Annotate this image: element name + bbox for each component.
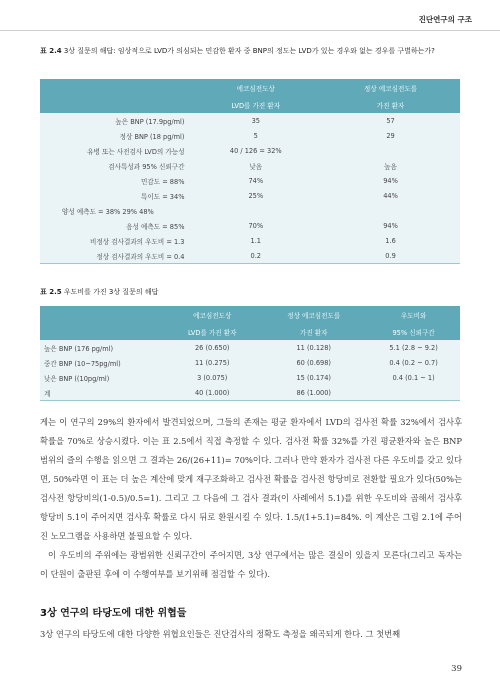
table-row xyxy=(40,248,460,264)
table2-caption-label: 표 2.5 xyxy=(40,288,62,296)
table-row xyxy=(40,355,460,370)
table-row xyxy=(40,370,460,385)
table-row xyxy=(40,385,460,401)
table1-cell: 35 xyxy=(251,116,260,125)
table-row xyxy=(40,203,460,218)
table1-caption-label: 표 2.4 xyxy=(40,47,62,55)
body-paragraph: 게는 이 연구의 29%의 환자에서 발견되었으며, 그들의 존재는 평균 환자에서 LVD의 검사전 확률 32%에서 검사후 확률을 70%로 상승시켰다. 이는 표 2.5에서 직접 측정할 수 있다. 검사전 확률 32%를 가진 평균환자와 높은 BNP 범위의 즐의 수행을 읽으면 그 결과는 26/(26+11)= 70%이다. 그러나 만약 환자가 검사전 다른 우도비를 갖고 있다면, 50%라면 이 표는 더 높은 계산에 맞게 재구조화하고 검사전 확률을 검사전 항당비로 전환할 필요가 있다(50%는 검사전 항당비의(1-0.5)/0.5=1). 그리고 그 다음에 그 검사 결과(이 사례에서 5.1)를 위한 우도비와 곱해서 검사후 항당비 5.1이 주어지면 검사후 확률로 다시 뒤로 환원시킬 수 있다. 1.5/(1+5.1)=84%. 이 계산은 그림 2.1에 주어진 노모그램을 사용하면 불필요할 수 있다. xyxy=(40,417,462,541)
table2-header-cell: 95% 신뢰구간 xyxy=(367,323,460,340)
table-row xyxy=(40,158,460,173)
table2-cell: 0.4 (0.2 ~ 0.7) xyxy=(389,358,438,367)
table1-row-label: 높은 BNP (17.9pg/ml) xyxy=(115,117,185,126)
table1-cell: 0.2 xyxy=(190,248,321,264)
table-row xyxy=(40,188,460,203)
table1-cell: 44% xyxy=(383,191,398,200)
table1-cell: 0.9 xyxy=(321,248,460,264)
table2-cell: 0.4 (0.1 ~ 1) xyxy=(392,373,435,382)
table1-cell: 1.6 xyxy=(385,236,396,245)
table2-cell: 11 (0.128) xyxy=(296,343,331,352)
table2-row-label: 계 xyxy=(40,385,164,401)
table2 xyxy=(40,306,460,401)
table1-header-cell: LVD를 가진 환자 xyxy=(190,96,321,113)
table1-cell: 94% xyxy=(383,176,398,185)
header-rule xyxy=(0,30,500,31)
table2-cell xyxy=(367,385,460,401)
table1-cell: 높음 xyxy=(384,162,397,171)
table1-header-cell: 가진 환자 xyxy=(321,96,460,113)
table2-cell: 3 (0.075) xyxy=(197,373,228,382)
table2-cell: 86 (1.000) xyxy=(260,385,367,401)
table-row xyxy=(40,233,460,248)
table1-caption xyxy=(40,46,460,57)
table2-header-cell: 가진 환자 xyxy=(260,323,367,340)
table2-cell: 26 (0.650) xyxy=(194,343,230,352)
table-row xyxy=(40,218,460,233)
table2-header-cell xyxy=(40,306,164,323)
table2-header-cell xyxy=(40,323,164,340)
table2-row-label: 낮은 BNP ((10pg/ml) xyxy=(44,374,110,383)
section-title: 3상 연구의 타당도에 대한 위협들 xyxy=(40,608,187,619)
table2-cell: 60 (0.698) xyxy=(296,358,331,367)
table1-cell: 낮음 xyxy=(249,162,263,171)
table2-cell: 11 (0.275) xyxy=(194,358,230,367)
table1-header-cell xyxy=(40,96,190,113)
table1-row-label: 검사특성과 95% 신뢰구간 xyxy=(108,162,185,171)
table1-cell xyxy=(190,203,321,218)
table1-row-label: 정상 검사결과의 우도비 = 0.4 xyxy=(40,248,190,264)
table1-cell: 70% xyxy=(248,221,264,230)
table1-cell: 94% xyxy=(383,221,398,230)
table-row xyxy=(40,143,460,158)
table1-cell: 29 xyxy=(386,131,395,140)
table2-cell: 15 (0.174) xyxy=(296,373,331,382)
table1-cell: 5 xyxy=(253,131,258,140)
table-row xyxy=(40,173,460,188)
table1-cell xyxy=(321,203,460,218)
section-text: 3상 연구의 타당도에 대한 다양한 위협요인들은 진단검사의 정확도 측정을 왜곡되게 한다. 그 첫번째 xyxy=(40,629,401,639)
table-row xyxy=(40,128,460,143)
table1-cell xyxy=(321,143,460,158)
table2-header-cell: 우도비와 xyxy=(367,306,460,323)
table1-cell: 1.1 xyxy=(250,236,262,245)
table2-header-cell: 정상 에코심전도를 xyxy=(260,306,367,323)
table1-row-label: 유병 또는 사전검사 LVD의 가능성 xyxy=(87,147,185,156)
table1-row-label: 정상 BNP (18 pg/ml) xyxy=(119,132,185,141)
table1-row-label: 민감도 = 88% xyxy=(140,177,185,186)
table1-row-label: 양성 예측도 = 38% 29% 48% xyxy=(62,207,154,216)
table1-row-label: 특이도 = 34% xyxy=(140,192,185,201)
table1-header-cell: 정상 에코심전도를 xyxy=(321,79,460,96)
table2-row-label: 중간 BNP (10~75pg/ml) xyxy=(44,359,121,368)
table2-header-cell: 에코심전도상 xyxy=(164,306,260,323)
table1-header-cell xyxy=(40,79,190,96)
table1-header-cell: 에코심전도상 xyxy=(190,79,321,96)
table-row xyxy=(40,113,460,128)
table1-cell: 57 xyxy=(386,116,395,125)
running-header: 진단연구의 구조 xyxy=(418,15,472,24)
table1-caption-text: 3상 질문의 해답: 임상적으로 LVD가 의심되는 민감한 환자 중 BNP의 정도는 LVD가 있는 경우와 없는 경우를 구별하는가? xyxy=(63,47,435,55)
table1-row-label: 음성 예측도 = 85% xyxy=(126,222,185,231)
table1-row-label: 비정상 검사결과의 우도비 = 1.3 xyxy=(90,237,185,246)
table2-caption-text: 우도비를 가진 3상 질문의 해답 xyxy=(63,288,159,296)
body-text xyxy=(40,413,462,584)
table2-row-label: 높은 BNP (176 pg/ml) xyxy=(44,344,114,353)
table2-cell: 5.1 (2.8 ~ 9.2) xyxy=(389,343,438,352)
body-paragraph: 이 우도비의 주위에는 광범위한 신뢰구간이 주어지면, 3상 연구에서는 많은 결실이 있을지 모른다(그리고 독자는 이 단원이 출판된 후에 이 수행여부를 보기위해 점검할 수 있다). xyxy=(40,550,462,579)
page-number: 39 xyxy=(451,664,462,674)
table2-caption xyxy=(40,287,158,298)
table1-cell: 25% xyxy=(248,191,264,200)
table2-header-cell: LVD를 가진 환자 xyxy=(164,323,260,340)
table1 xyxy=(40,79,460,264)
table2-cell: 40 (1.000) xyxy=(164,385,260,401)
table1-cell: 74% xyxy=(248,176,264,185)
table1-cell: 40 / 126 = 32% xyxy=(229,146,282,155)
table-row xyxy=(40,340,460,355)
